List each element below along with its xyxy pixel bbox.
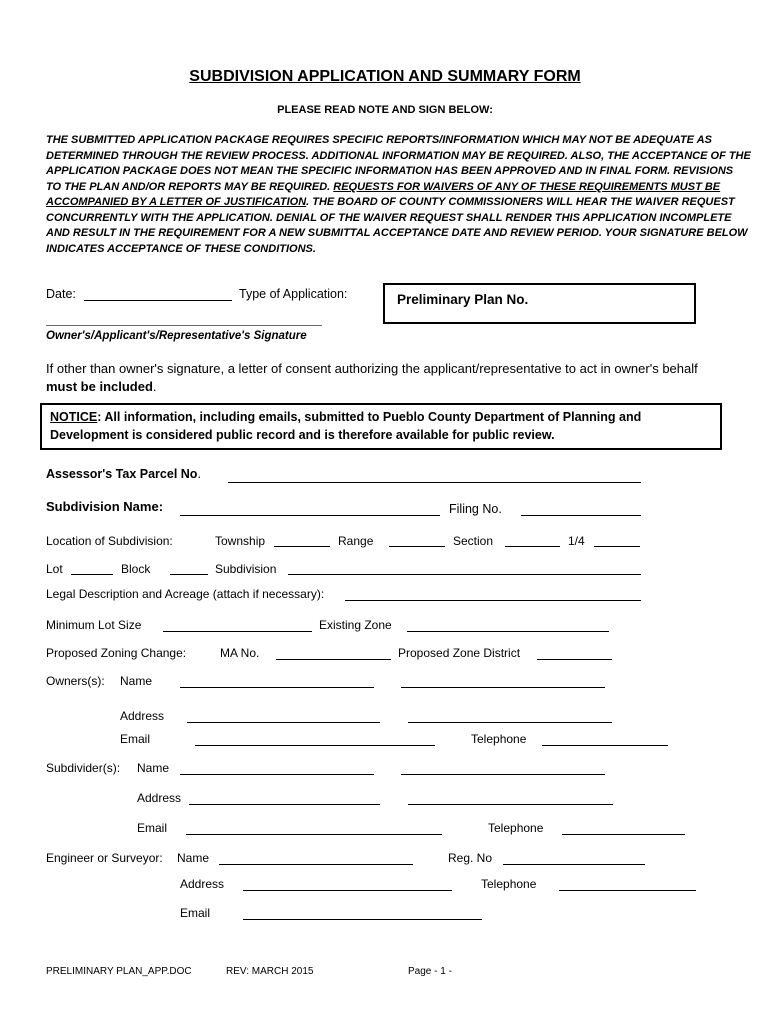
owner-address-field-1[interactable]: [187, 722, 380, 723]
warning-underlined: REQUESTS FOR WAIVERS OF ANY OF THESE REQUIREMENTS MUST BE ACCOMPANIED BY A LETTER OF JUSTIFICATION: [46, 180, 721, 208]
owner-email-field[interactable]: [195, 745, 435, 746]
tax-parcel-label: [46, 467, 201, 481]
owner-email-label: Email: [120, 732, 151, 746]
application-type-value: Preliminary Plan No.: [397, 292, 529, 307]
subdividers-label: Subdivider(s):: [46, 761, 121, 775]
lot-label: Lot: [46, 562, 63, 576]
engineer-address-field[interactable]: [243, 890, 452, 891]
legal-description-label: Legal Description and Acreage (attach if necessary):: [46, 587, 325, 601]
footer-page-number: Page - 1 -: [408, 966, 452, 977]
existing-zone-field[interactable]: [407, 631, 609, 632]
owner-name-field-1[interactable]: [180, 687, 374, 688]
subdivider-telephone-field[interactable]: [562, 834, 685, 835]
legal-description-field[interactable]: [345, 600, 641, 601]
section-label: Section: [453, 534, 494, 548]
subdivider-email-label: Email: [137, 821, 168, 835]
block-label: Block: [121, 562, 151, 576]
engineer-label: Engineer or Surveyor:: [46, 851, 163, 865]
subdivision-name-field[interactable]: [180, 515, 440, 516]
engineer-telephone-field[interactable]: [559, 890, 696, 891]
subdivider-address-label: Address: [137, 791, 182, 805]
subdivision-name-label: Subdivision Name:: [46, 499, 164, 514]
existing-zone-label: Existing Zone: [319, 618, 392, 632]
subdivider-name-field-2[interactable]: [401, 774, 605, 775]
subdivider-name-label: Name: [137, 761, 170, 775]
location-label: Location of Subdivision:: [46, 534, 173, 548]
reg-no-field[interactable]: [503, 864, 645, 865]
date-field[interactable]: [84, 300, 232, 301]
owner-telephone-label: Telephone: [471, 732, 527, 746]
subdivider-address-field-2[interactable]: [408, 804, 613, 805]
owner-address-label: Address: [120, 709, 165, 723]
block-field[interactable]: [170, 574, 208, 575]
form-subtitle: PLEASE READ NOTE AND SIGN BELOW:: [277, 104, 493, 116]
form-title: SUBDIVISION APPLICATION AND SUMMARY FORM: [189, 68, 581, 85]
owner-name-label: Name: [120, 674, 153, 688]
consent-end: .: [152, 379, 157, 394]
ma-no-field[interactable]: [276, 659, 391, 660]
warning-text-2: . THE BOARD OF COUNTY COMMISSIONERS WILL HEAR THE WAIVER REQUEST CONCURRENTLY WITH THE APPLICATION. DENIAL OF THE WAIVER REQUEST SHALL RENDER THIS APPLICATION INCOMPLETE AND RESULT IN THE REQUIREMENT FOR A NEW SUBMITTAL ACCEPTANCE DATE AND REVIEW PERIOD. YOUR SIGNATURE BELOW INDICATES ACCEPTANCE OF THESE CONDITIONS.: [46, 196, 748, 255]
owners-label: Owners(s):: [46, 674, 105, 688]
notice-box: [40, 403, 722, 450]
quarter-label: 1/4: [568, 534, 585, 548]
tax-parcel-dot: .: [197, 467, 201, 481]
footer-revision: REV: MARCH 2015: [226, 966, 314, 977]
range-label: Range: [338, 534, 374, 548]
proposed-zoning-label: Proposed Zoning Change:: [46, 646, 187, 660]
engineer-address-label: Address: [180, 877, 225, 891]
type-label: Type of Application:: [239, 287, 348, 301]
range-field[interactable]: [389, 546, 445, 547]
consent-paragraph: [46, 360, 716, 396]
notice-text: : All information, including emails, submitted to Pueblo County Department of Planning and Development is considered public record and is therefore available for public review.: [50, 410, 642, 442]
proposed-district-field[interactable]: [537, 659, 612, 660]
subdivider-telephone-label: Telephone: [488, 821, 544, 835]
min-lot-label: Minimum Lot Size: [46, 618, 142, 632]
warning-text-1: THE SUBMITTED APPLICATION PACKAGE REQUIRES SPECIFIC REPORTS/INFORMATION WHICH MAY NOT BE ADEQUATE AS DETERMINED THROUGH THE REVIEW PROCESS. ADDITIONAL INFORMATION MAY BE REQUIRED. ALSO, THE ACCEPTANCE OF THE APPLICATION PACKAGE DOES NOT MEAN THE SPECIFIC INFORMATION HAS BEEN APPROVED AND IN FINAL FORM. REVISIONS TO THE PLAN AND/OR REPORTS MAY BE REQUIRED.: [46, 134, 751, 193]
owner-address-field-2[interactable]: [408, 722, 612, 723]
subdivider-address-field-1[interactable]: [189, 804, 380, 805]
reg-no-label: Reg. No: [448, 851, 493, 865]
subdivider-email-field[interactable]: [186, 834, 442, 835]
footer-doc-name: PRELIMINARY PLAN_APP.DOC: [46, 966, 192, 977]
engineer-name-label: Name: [177, 851, 210, 865]
subdivision-label: Subdivision: [215, 562, 277, 576]
lot-field[interactable]: [71, 574, 113, 575]
notice-text-block: [50, 408, 716, 444]
application-type-box[interactable]: [383, 283, 696, 324]
section-field[interactable]: [505, 546, 560, 547]
township-field[interactable]: [274, 546, 330, 547]
engineer-telephone-label: Telephone: [481, 877, 537, 891]
filing-no-field[interactable]: [521, 515, 641, 516]
tax-parcel-field[interactable]: [228, 482, 641, 483]
consent-text: If other than owner's signature, a letter of consent authorizing the applicant/representative to act in owner's behalf: [46, 361, 698, 376]
tax-parcel-label-text: Assessor's Tax Parcel No: [46, 467, 198, 481]
notice-label: NOTICE: [50, 410, 98, 424]
ma-no-label: MA No.: [220, 646, 260, 660]
proposed-district-label: Proposed Zone District: [398, 646, 521, 660]
owner-telephone-field[interactable]: [542, 745, 668, 746]
consent-bold: must be included: [46, 379, 153, 394]
engineer-name-field[interactable]: [219, 864, 413, 865]
warning-paragraph: [46, 133, 751, 257]
quarter-field[interactable]: [594, 546, 640, 547]
date-label: Date:: [46, 287, 76, 301]
min-lot-field[interactable]: [163, 631, 312, 632]
subdivider-name-field-1[interactable]: [180, 774, 374, 775]
owner-name-field-2[interactable]: [401, 687, 605, 688]
engineer-email-label: Email: [180, 906, 211, 920]
filing-no-label: Filing No.: [449, 502, 502, 516]
signature-label: Owner's/Applicant's/Representative's Signature: [46, 330, 307, 342]
township-label: Township: [215, 534, 266, 548]
subdivision-field[interactable]: [288, 574, 641, 575]
signature-field[interactable]: [46, 325, 322, 326]
engineer-email-field[interactable]: [243, 919, 482, 920]
